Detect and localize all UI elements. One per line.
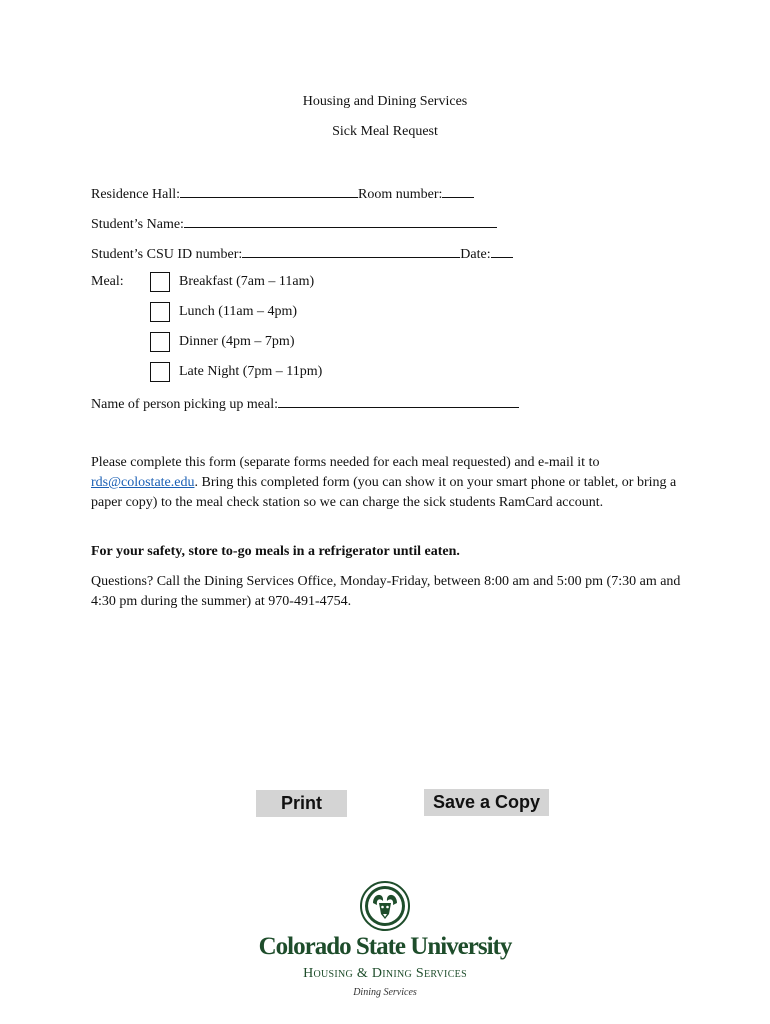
email-link[interactable]: rds@colostate.edu — [91, 475, 195, 490]
questions-paragraph: Questions? Call the Dining Services Office, Monday-Friday, between 8:00 am and 5:00 pm (7:30 am and 4:30 pm during the summer) at 970-491-4754. — [91, 574, 681, 609]
room-number-label: Room number: — [358, 187, 443, 202]
student-name-field[interactable] — [184, 214, 497, 228]
csu-id-row — [91, 244, 513, 263]
meal-option-dinner — [150, 332, 294, 352]
print-button[interactable]: Print — [256, 790, 347, 817]
dinner-label: Dinner (4pm – 7pm) — [179, 334, 295, 349]
room-number-field[interactable] — [442, 184, 474, 198]
breakfast-checkbox[interactable] — [150, 272, 170, 292]
csu-ram-logo-icon — [360, 881, 410, 931]
pickup-label: Name of person picking up meal: — [91, 397, 279, 412]
late-night-label: Late Night (7pm – 11pm) — [179, 364, 323, 379]
dining-services-tagline: Dining Services — [353, 987, 417, 998]
csu-id-label: Student’s CSU ID number: — [91, 247, 243, 262]
university-wordmark: Colorado State University — [258, 933, 512, 960]
lunch-label: Lunch (11am – 4pm) — [179, 304, 298, 319]
csu-id-field[interactable] — [242, 244, 460, 258]
meal-option-breakfast — [150, 272, 314, 292]
safety-note: For your safety, store to-go meals in a refrigerator until eaten. — [91, 544, 460, 559]
dinner-checkbox[interactable] — [150, 332, 170, 352]
meal-option-lunch — [150, 302, 297, 322]
meal-label: Meal: — [91, 274, 124, 289]
breakfast-label: Breakfast (7am – 11am) — [179, 274, 315, 289]
department-name: Housing & Dining Services — [303, 966, 467, 981]
instructions-text-1: Please complete this form (separate forms needed for each meal requested) and e-mail it to — [91, 455, 600, 470]
residence-hall-field[interactable] — [180, 184, 358, 198]
pickup-name-field[interactable] — [278, 394, 519, 408]
residence-hall-row — [91, 184, 474, 203]
pickup-row — [91, 394, 519, 413]
meal-option-late-night — [150, 362, 322, 382]
instructions-text-2: . Bring this completed form (you can show it on your smart phone or tablet, or bring a paper copy) to the meal check station so we can charge the sick students RamCard account. — [91, 475, 677, 510]
save-copy-button[interactable]: Save a Copy — [424, 789, 549, 816]
late-night-checkbox[interactable] — [150, 362, 170, 382]
form-title: Sick Meal Request — [332, 124, 438, 139]
residence-hall-label: Residence Hall: — [91, 187, 181, 202]
student-name-label: Student’s Name: — [91, 217, 184, 232]
date-field[interactable] — [491, 244, 513, 258]
date-label: Date: — [460, 247, 491, 262]
student-name-row — [91, 214, 497, 233]
instructions-paragraph — [91, 453, 691, 513]
lunch-checkbox[interactable] — [150, 302, 170, 322]
org-heading: Housing and Dining Services — [302, 94, 468, 109]
